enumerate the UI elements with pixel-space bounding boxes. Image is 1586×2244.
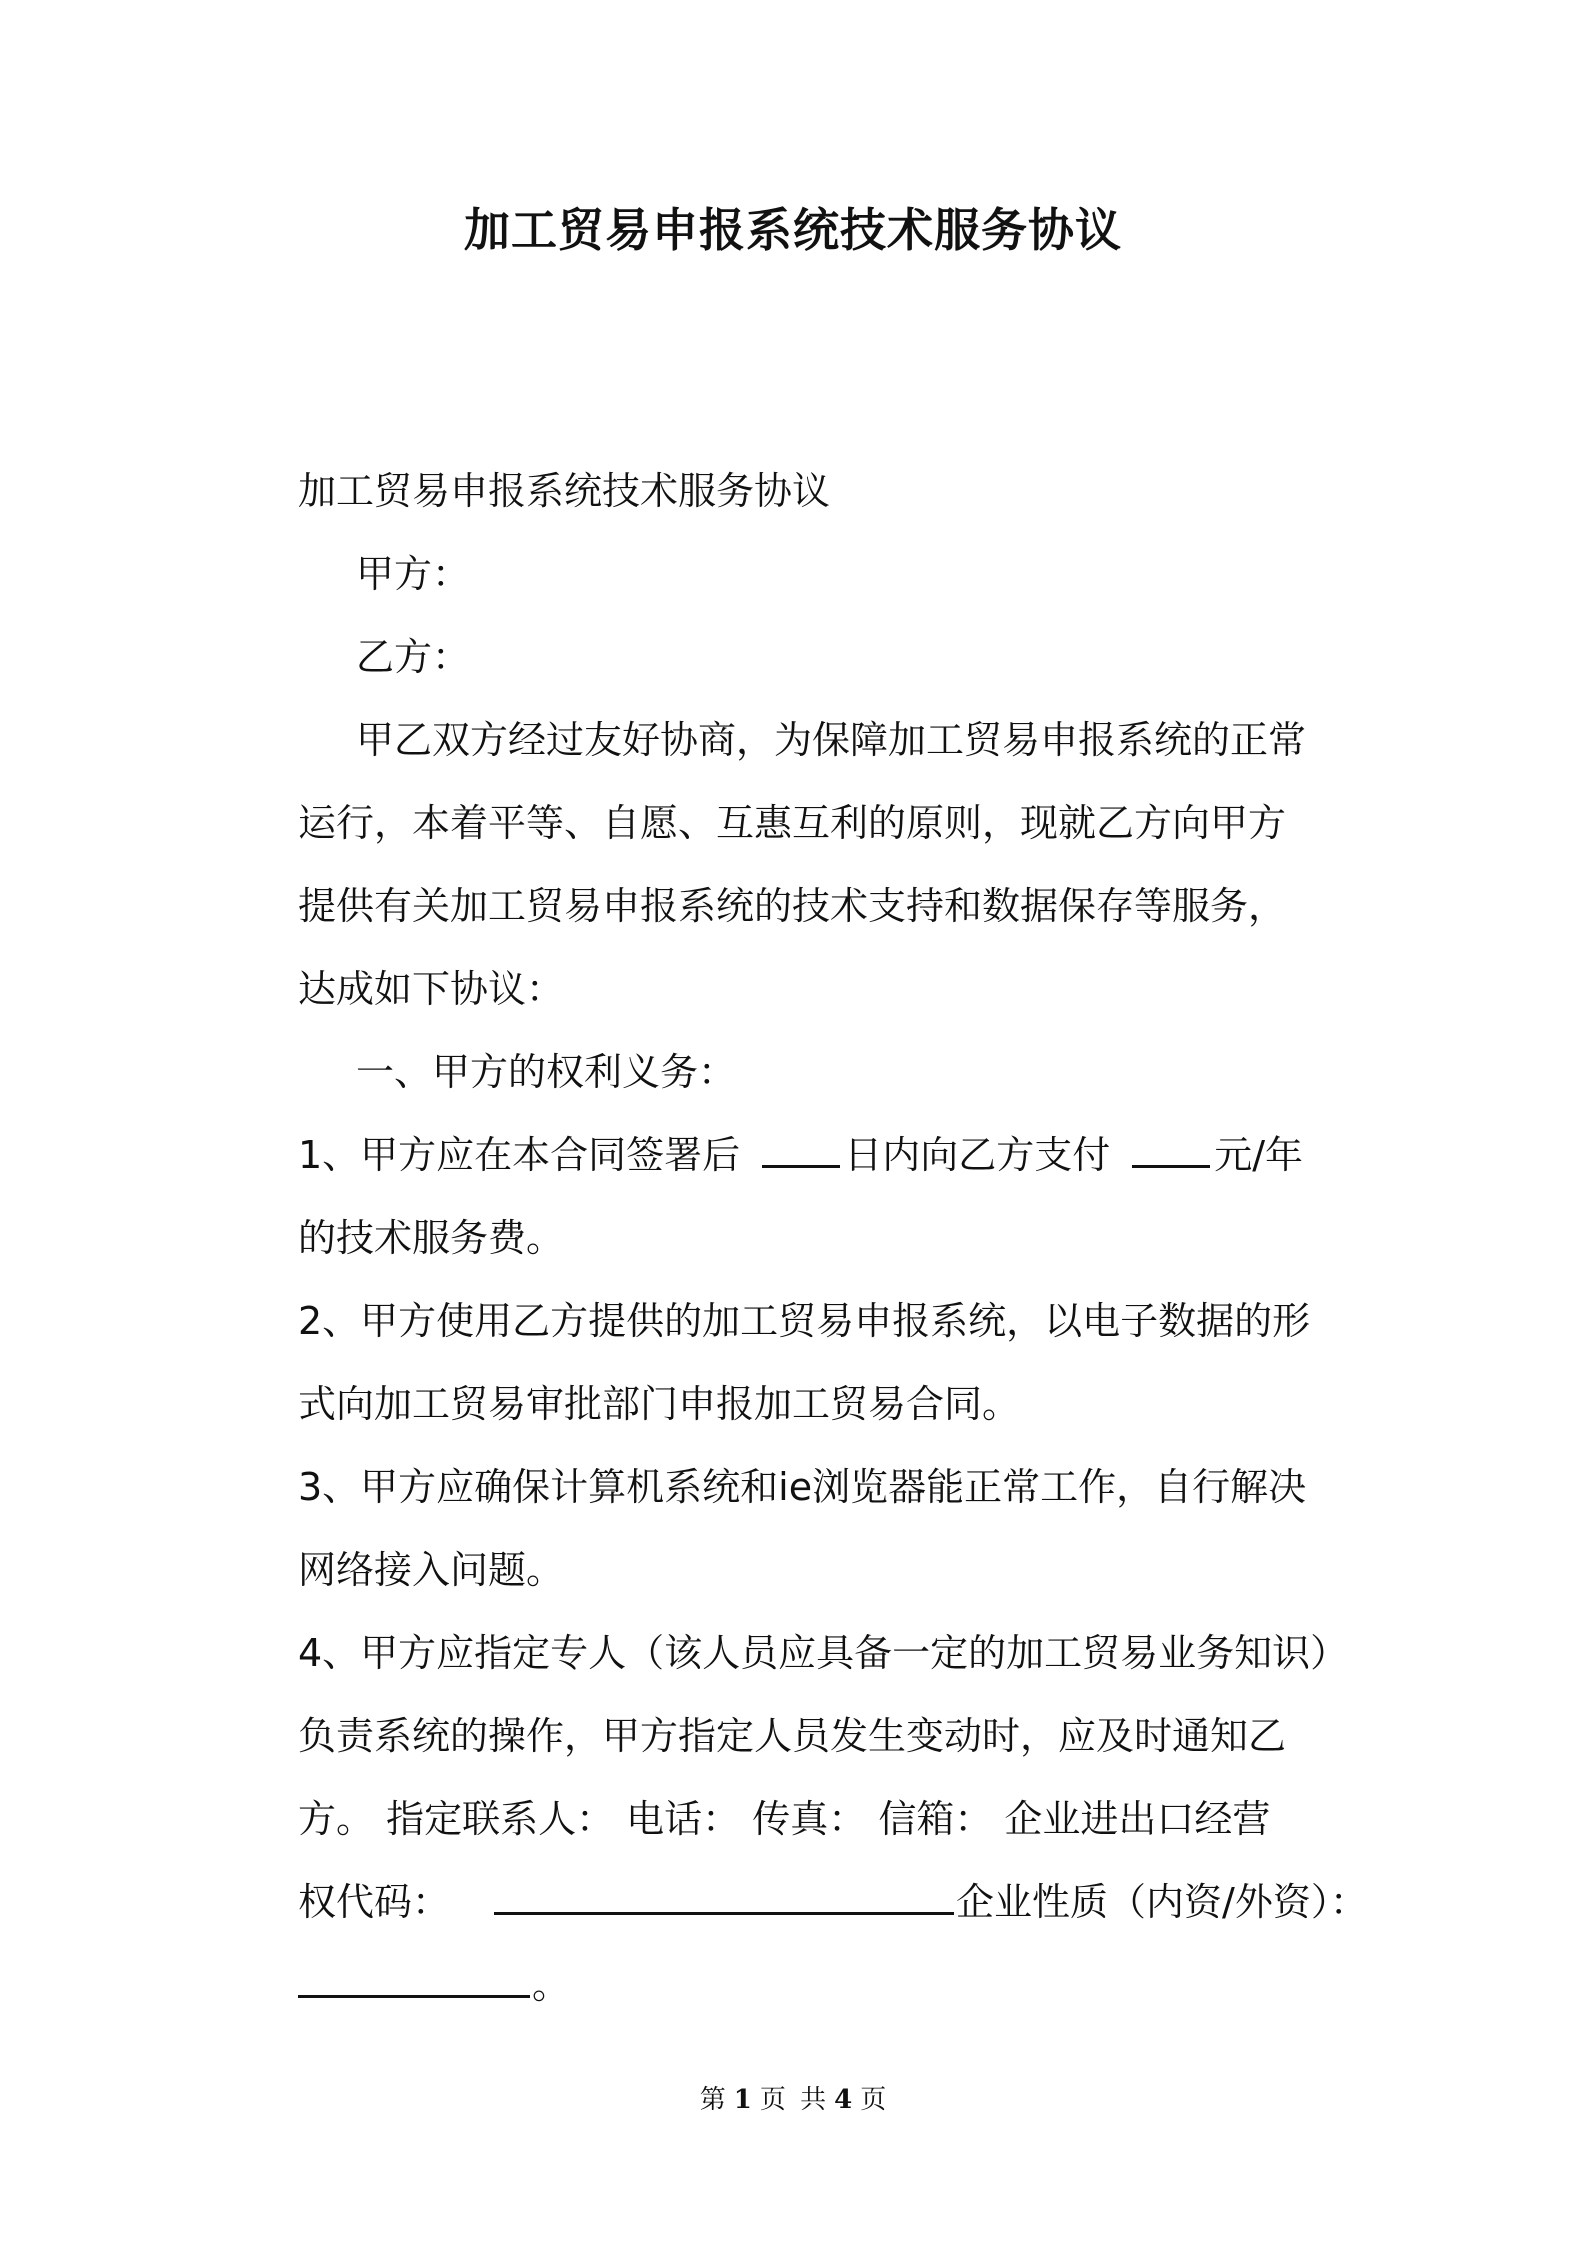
item-1-text-a: 1、甲方应在本合同签署后 (298, 1133, 741, 1177)
intro-line-2: 运行，本着平等、自愿、互惠互利的原则，现就乙方向甲方 (298, 801, 1287, 845)
item-1-text-b: 日内向乙方支付 (844, 1133, 1111, 1177)
party-a-label: 甲方： (356, 552, 471, 596)
enterprise-nature-label: 企业性质（内资/外资）： (956, 1880, 1368, 1924)
subtitle: 加工贸易申报系统技术服务协议 (298, 469, 831, 513)
footer-total-pages: 4 (834, 2085, 853, 2115)
amount-blank (1132, 1127, 1210, 1168)
document-title: 加工贸易申报系统技术服务协议 (464, 203, 1122, 257)
intro-line-1: 甲乙双方经过友好协商，为保障加工贸易申报系统的正常 (356, 718, 1307, 762)
intro-line-3: 提供有关加工贸易申报系统的技术支持和数据保存等服务， (298, 884, 1287, 928)
party-b-label: 乙方： (356, 635, 471, 679)
footer-suffix: 页 (860, 2085, 887, 2115)
item-4-line-4 (298, 1861, 1368, 1944)
trade-code-blank (494, 1874, 954, 1915)
item-4-line-5 (298, 1944, 1358, 2027)
item-3-line-2: 网络接入问题。 (298, 1548, 565, 1592)
item-4-line-3: 方。 指定联系人： 电话： 传真： 信箱： 企业进出口经营 (298, 1797, 1271, 1841)
enterprise-nature-blank (298, 1957, 530, 1998)
footer-page-number: 1 (733, 2085, 752, 2115)
line-end-mark: 。 (532, 1963, 571, 2007)
item-2-line-2: 式向加工贸易审批部门申报加工贸易合同。 (298, 1382, 1021, 1426)
intro-line-4: 达成如下协议： (298, 967, 565, 1011)
item-1-text-c: 元/年 (1214, 1133, 1304, 1177)
item-4-line-2: 负责系统的操作，甲方指定人员发生变动时，应及时通知乙 (298, 1714, 1287, 1758)
document-body (298, 450, 1368, 2027)
item-4-line-1: 4、甲方应指定专人（该人员应具备一定的加工贸易业务知识） (298, 1631, 1349, 1675)
footer-prefix: 第 (699, 2085, 726, 2115)
section-1-heading: 一、甲方的权利义务： (356, 1050, 737, 1094)
footer-middle: 页 共 (759, 2085, 827, 2115)
page-footer (0, 2082, 1586, 2118)
item-2-line-1: 2、甲方使用乙方提供的加工贸易申报系统，以电子数据的形 (298, 1299, 1311, 1343)
item-3-line-1: 3、甲方应确保计算机系统和ie浏览器能正常工作，自行解决 (298, 1465, 1307, 1509)
trade-code-label: 权代码： (298, 1880, 451, 1924)
item-1-line-2: 的技术服务费。 (298, 1216, 565, 1260)
item-1-line-1 (298, 1114, 1358, 1197)
days-blank (762, 1127, 840, 1168)
